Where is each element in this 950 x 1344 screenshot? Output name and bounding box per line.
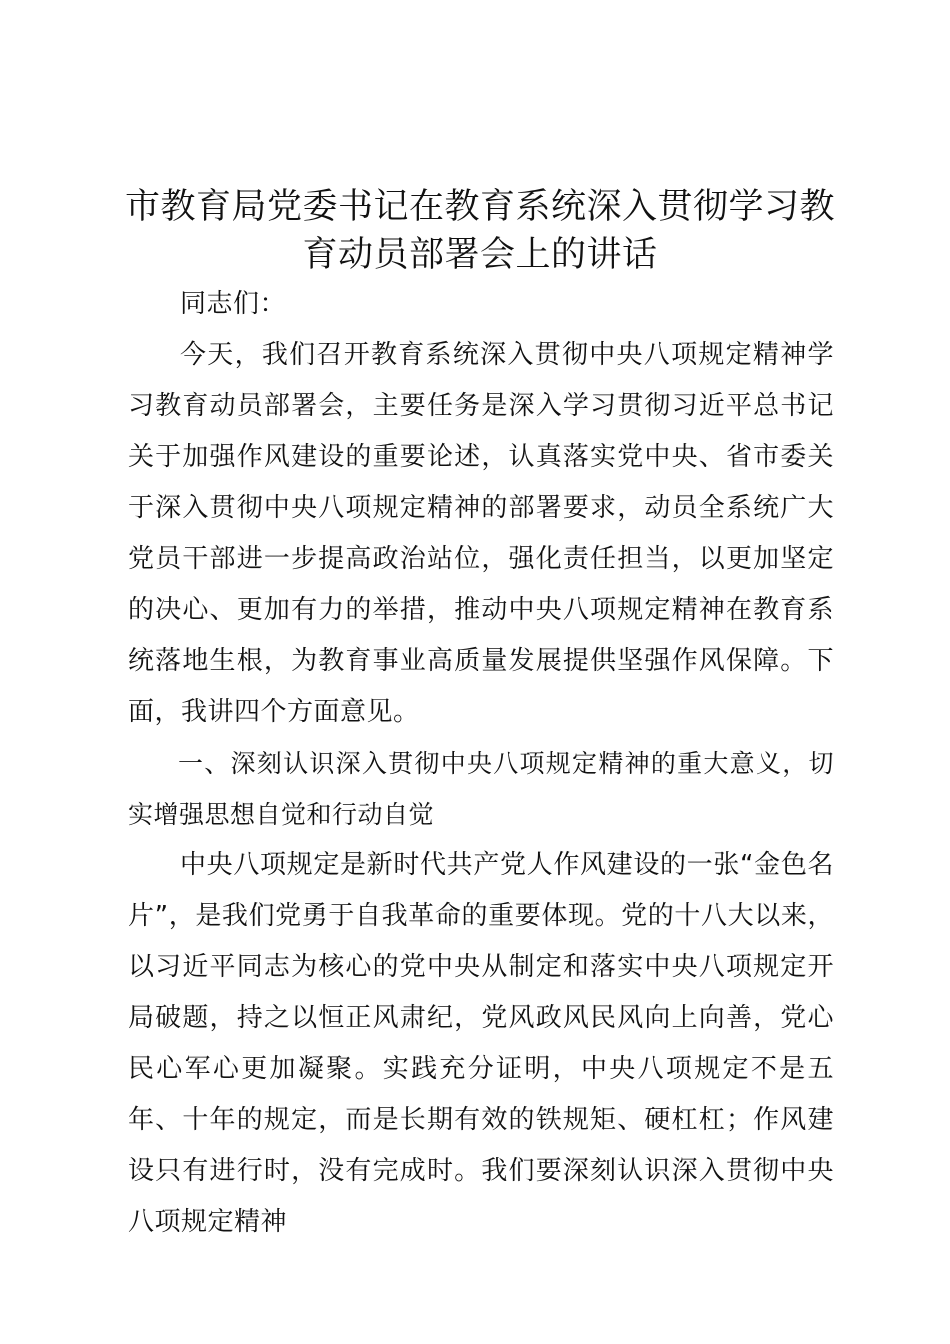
salutation: 同志们： [180,289,287,319]
paragraph-intro: 今天，我们召开教育系统深入贯彻中央八项规定精神学习教育动员部署会，主要任务是深入学习贯彻习近平总书记关于加强作风建设的重要论述，认真落实党中央、省市委关于深入贯彻中央八项规定精神的部署要求，动员全系统广大党员干部进一步提高政治站位，强化责任担当，以更加坚定的决心、更加有力的举措，推动中央八项规定精神在教育系统落地生根，为教育事业高质量发展提供坚强作风保障。下面，我讲四个方面意见。 [128,340,834,727]
section-heading-1: 一、深刻认识深入贯彻中央八项规定精神的重大意义，切实增强思想自觉和行动自觉 [128,749,834,829]
document-title: 市教育局党委书记在教育系统深入贯彻学习教育动员部署会上的讲话 [124,187,835,275]
paragraph-section-1: 中央八项规定是新时代共产党人作风建设的一张“金色名片”，是我们党勇于自我革命的重要体现。党的十八大以来，以习近平同志为核心的党中央从制定和落实中央八项规定开局破题，持之以恒正风肃纪，党风政风民风向上向善，党心民心军心更加凝聚。实践充分证明，中央八项规定不是五年、十年的规定，而是长期有效的铁规矩、硬杠杠；作风建设只有进行时，没有完成时。我们要深刻认识深入贯彻中央八项规定精神 [128,850,834,1237]
document-body [128,279,834,1248]
